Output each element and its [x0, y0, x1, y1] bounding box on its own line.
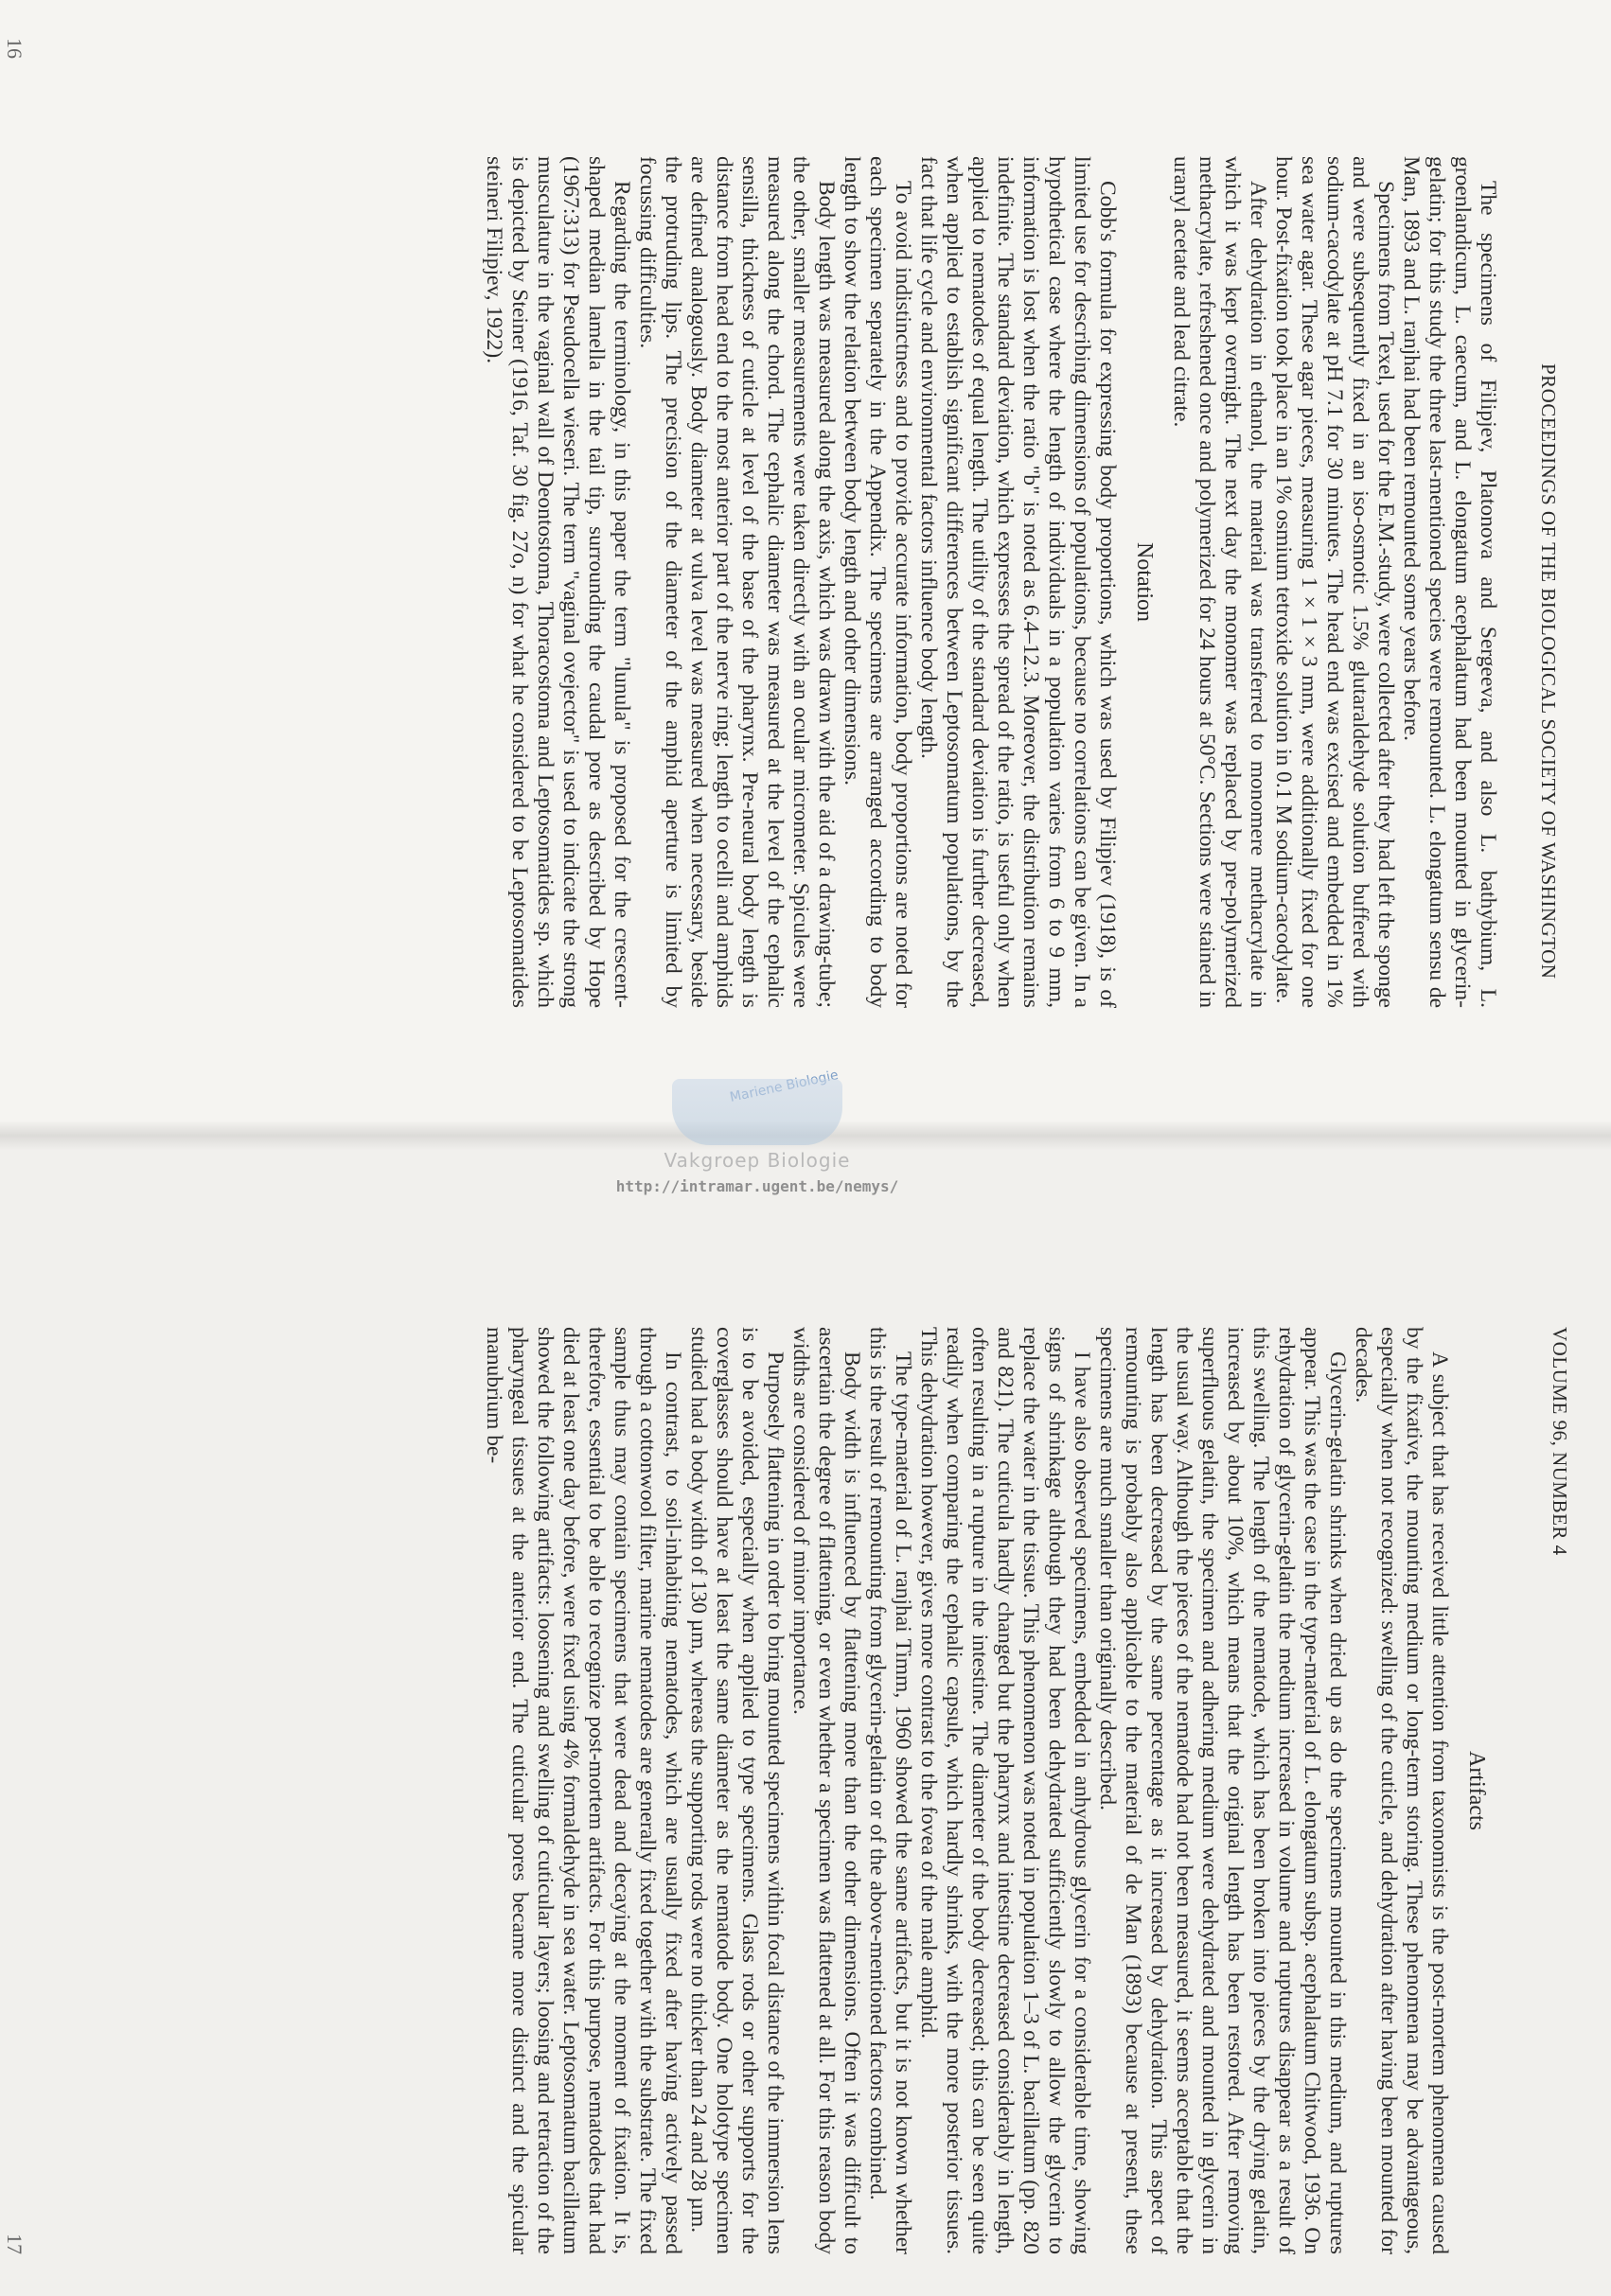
watermark	[615, 1079, 899, 1221]
left-page-text	[298, 156, 1500, 1008]
artifacts-heading: Artifacts	[1464, 1751, 1489, 1830]
paragraph: Cobb's formula for expressing body proportions, which was used by Filipjev (1918), is of limited use for describing dimensions of populations, because no correlations can be given. In a hypothetical case where the length of individuals in a population varies from 6 to 9 mm, information is lost when the ratio "b" is noted as 6.4–12.3. Moreover, the distribution remains indefinite. The standard deviation, which expresses the spread of the ratio, is useful only when applied to nematodes of equal length. The utility of the standard deviation is further decreased, when applied to establish significant differences between Leptosomatum populations, by the fact that life cycle and environmental factors influence body length.	[916, 156, 1120, 1008]
left-page-number: 16	[3, 38, 27, 59]
right-page-text	[137, 1327, 1500, 2254]
paragraph: The type-material of L. ranjhai Timm, 1960 showed the same artifacts, but it is not known whether this is the result of remounting from glycerin-gelatin or of the above-mentioned factors combined.	[865, 1327, 915, 2254]
paragraph: Regarding the terminology, in this paper the term "lunula" is proposed for the crescent-shaped median lamella in the tail tip, surrounding the caudal pore as described by Hope (1967:313) for Pseudocella wieseri. The term "vaginal ovejector" is used to indicate the strong musculature in the vaginal wall of Deontostoma, Thoracostoma and Leptosomatides sp. which is depicted by Steiner (1916, Taf. 30 fig. 27o, n) for what he considered to be Leptosomatides steineri Filipjev, 1922).	[482, 156, 634, 1008]
paragraph: Body width is influenced by flattening more than the other dimensions. Often it was difficult to ascertain the degree of flattening, or even whether a specimen was flattened at all. For this reason body widths are considered of minor importance.	[788, 1327, 864, 2254]
paragraph: Purposely flattening in order to bring mounted specimens within focal distance of the immersion lens is to be avoided, especially when applied to type specimens. Glass rods or other supports for the coverglasses should have at least the same diameter as the nematode body. One holotype specimen studied had a body width of 130 µm, whereas the supporting rods were no thicker than 24 and 28 µm.	[686, 1327, 788, 2254]
paragraph: Specimens from Texel, used for the E.M.-study, were collected after they had left the sponge and were subsequently fixed in an iso-osmotic 1.5% glutaraldehyde solution buffered with sodium-cacodylate at pH 7.1 for 30 minutes. The head end was excised and embedded in 1% sea water agar. These agar pieces, measuring 1 × 1 × 3 mm, were additionally fixed for one hour. Post-fixation took place in an 1% osmium tetroxide solution in 0.1 M sodium-cacodylate.	[1271, 156, 1398, 1008]
watermark-logo	[672, 1079, 842, 1145]
watermark-group: Vakgroep Biologie	[664, 1149, 851, 1172]
paragraph: After dehydration in ethanol, the material was transferred to monomere methacrylate in which it was kept overnight. The next day the monomer was replaced by pre-polymerized methacrylate, refreshened once and polymerized for 24 hours at 50°C. Sections were stained in uranyl acetate and lead citrate.	[1169, 156, 1270, 1008]
paragraph: In contrast, to soil-inhabiting nematodes, which are usually fixed after having actively passed through a cottonwool filter, marine nematodes are generally fixed together with the substrate. The fixed sample thus may contain specimens that were dead and decaying at the moment of fixation. It is, therefore, essential to be able to recognize post-mortem artifacts. For this purpose, nematodes that had died at least one day before, were fixed using 4% formaldehyde in sea water. Leptosomatum bacillatum showed the following artifacts: loosening and swelling of cuticular layers; loosing and retraction of the pharyngeal tissues at the anterior end. The cuticular pores became more distinct and the spicular manubrium be-	[482, 1327, 685, 2254]
notation-heading: Notation	[1132, 542, 1157, 622]
paragraph: To avoid indistinctness and to provide accurate information, body proportions are noted for each specimen separately in the Appendix. The specimens are arranged according to body length to show the relation between body length and other dimensions.	[840, 156, 915, 1008]
paragraph: The specimens of Filipjev, Platonova and Sergeeva, and also L. bathybium, L. groenlandicum, L. caecum, and L. elongatum acephalatum had been mounted in glycerin-gelatin; for this study the three last-mentioned species were remounted. L. elongatum sensu de Man, 1893 and L. ranjhai had been remounted some years before.	[1399, 156, 1500, 1008]
paragraph: Glycerin-gelatin shrinks when dried up as do the specimens mounted in this medium, and ruptures appear. This was the case in the type-material of L. elongatum subsp. acephalatum Chitwood, 1936. On rehydration of glycerin-gelatin the medium increased in volume and ruptures disappear as a result of this swelling. The length of the nematode, which has been broken into pieces by the drying gelatin, increased by about 10%, which means that the original length has been restored. After removing superfluous gelatin, the specimen and adhering medium were dehydrated and mounted in glycerin in the usual way. Although the pieces of the nematode had not been measured, it seems acceptable that the length has been decreased by the same percentage as it increased by dehydration. This aspect of remounting is probably also applicable to the material of de Man (1893) because at present, these specimens are much smaller than originally described.	[1095, 1327, 1350, 2254]
paragraph: Body length was measured along the axis, which was drawn with the aid of a drawing-tube; the other, smaller measurements were taken directly with an ocular micrometer. Spicules were measured along the chord. The cephalic diameter was measured at the level of the cephalic sensilla, thickness of cuticle at level of the base of the pharynx. Pre-neural body length is distance from head end to the most anterior part of the nerve ring; length to ocelli and amphids are defined analogously. Body diameter at vulva level was measured when necessary, beside the protruding lips. The precision of the diameter of the amphid aperture is limited by focussing difficulties.	[635, 156, 839, 1008]
right-page-number: 17	[3, 2234, 27, 2254]
paragraph: I have also observed specimens, embedded in anhydrous glycerin for a considerable time, showing signs of shrinkage although they had been dehydrated sufficiently slowly to allow the glycerin to replace the water in the tissue. This phenomenon was noted in population 1–3 of L. bacillatum (pp. 820 and 821). The cuticula hardly changed but the pharynx and intestine decreased considerably in length, often resulting in a rupture in the intestine. The diameter of the body decreased; this can be seen quite readily when comparing the cephalic capsule, which hardly shrinks, with the more posterior tissues. This dehydration however, gives more contrast to the fovea of the male amphid.	[916, 1327, 1094, 2254]
paragraph: A subject that has received little attention from taxonomists is the post-mortem phenomena caused by the fixative, the mounting medium or long-term storing. These phenomena may be advantageous, especially when not recognized: swelling of the cuticle, and dehydration after having been mounted for decades.	[1351, 1327, 1452, 2254]
left-running-head: PROCEEDINGS OF THE BIOLOGICAL SOCIETY OF WASHINGTON	[1537, 363, 1560, 980]
right-running-head: VOLUME 96, NUMBER 4	[1549, 1327, 1571, 1556]
watermark-url[interactable]: http://intramar.ugent.be/nemys/	[615, 1177, 899, 1195]
